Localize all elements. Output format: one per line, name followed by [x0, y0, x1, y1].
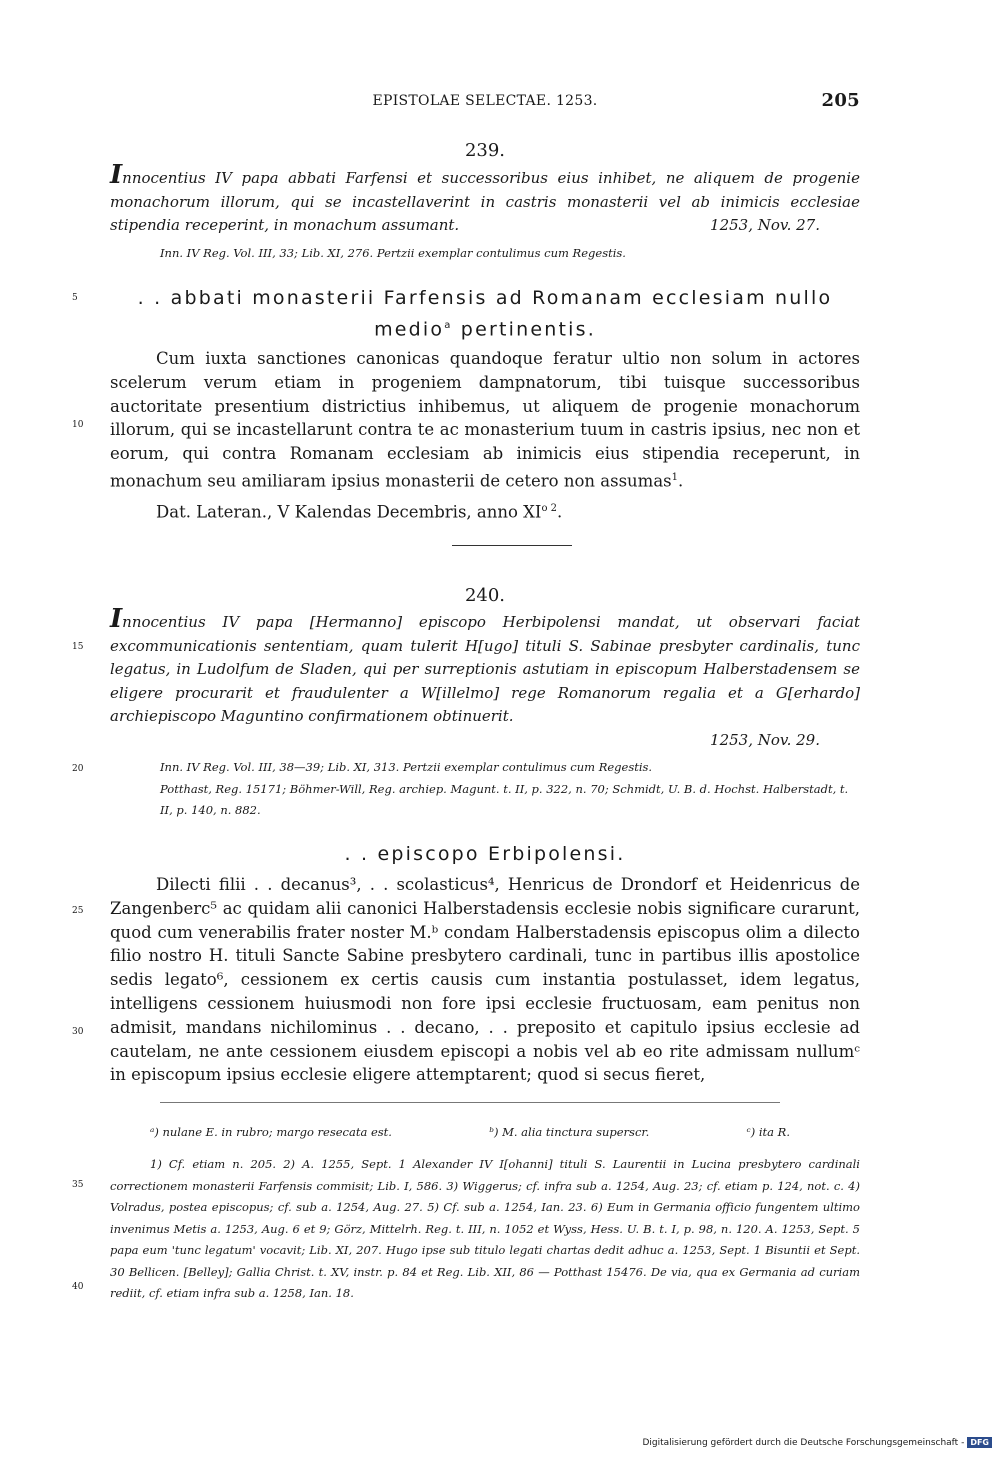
line-number: 25 — [72, 906, 84, 916]
heading-line-2: medio$^a$ pertinentis. — [374, 318, 596, 341]
footnote-rule — [160, 1102, 780, 1103]
critical-apparatus — [110, 1122, 860, 1144]
summary-date-240: 1253, Nov. 29. — [710, 730, 820, 749]
source-line-239: Inn. IV Reg. Vol. III, 33; Lib. XI, 276. Pertzii exemplar contulimus cum Regestis. — [160, 246, 626, 260]
document-number-239: 239. — [464, 140, 506, 161]
line-number: 15 — [72, 642, 84, 652]
section-divider — [452, 545, 572, 546]
dfg-logo: DFG — [967, 1437, 992, 1448]
dating-clause-239: Dat. Lateran., V Kalendas Decembris, anno $XI^o$ $^2$. — [156, 502, 563, 522]
body-paragraph-240: Dilecti filii . . decanus³, . . scolasticus⁴, Henricus de Drondorf et Heidenricus de Zangenberc⁵ ac quidam alii canonici Halberstadensis ecclesie nobis significare curarunt, quod cum venerabilis frater noster M.ᵇ condam Halberstadensis episcopus olim a dilecto filio nostro H. tituli Sancte Sabine presbytero cardinali, tunc in partibus illis apostolice sedis legato⁶, cessionem ex certis causis cum instantia postulasset, idem legatus, intelligens cessionem huiusmodi non fore ipsi ecclesie fructuosam, eam penitus non admisit, mandans nichilominus . . decano, . . preposito et capitulo ipsius ecclesie ad cautelam, ne ante cessionem eiusdem episcopi a nobis vel ab eo rite admissam nullumᶜ in episcopum ipsius ecclesie eligere attemptarent; quod si secus fieret, — [110, 875, 860, 1085]
heading-line-1: . . abbati monasterii Farfensis ad Romanam ecclesiam nullo — [137, 287, 833, 309]
source-239 — [110, 243, 860, 265]
body-paragraph-239: Cum iuxta sanctiones canonicas quandoque feratur ultio non solum in actores scelerum verum etiam in progeniem dampnatorum, tibi tuisque successoribus auctoritate presentium districtius inhibemus, ut aliquem de progenie monachorum illorum, qui se incastellarunt contra te ac monasterium tuum in castris ipsius, nec non et eorum, qui contra Romanam ecclesiam ab inimicis eius stipendia receperunt, in monachum seu amiliaram ipsius monasterii de cetero non assumas$^1$. — [110, 349, 860, 491]
running-title: EPISTOLAE SELECTAE. 1253. — [372, 93, 598, 109]
line-number: 35 — [72, 1180, 84, 1190]
footnotes — [110, 1154, 860, 1305]
line-number: 30 — [72, 1027, 84, 1037]
summary-239 — [110, 160, 860, 238]
critical-notes — [110, 1122, 860, 1144]
source-line-240-a: Inn. IV Reg. Vol. III, 38—39; Lib. XI, 313. Pertzii exemplar contulimus cum Regestis. — [160, 760, 653, 774]
summary-initial-240: I — [110, 604, 123, 634]
summary-text-240: nnocentius IV papa [Hermanno] episcopo Herbipolensi mandat, ut observari faciat excommunicationis sententiam, quam tulerit H[ugo] tituli S. Sabinae presbyter cardinalis, tunc legatus, in Ludolfum de Sladen, qui per surreptionis astutiam in episcopum Halberstadensem se eligere procurarit et fraudulenter a W[illelmo] rege Romanorum regalia et a G[erhardo] archiepiscopo Maguntino confirmationem obtinuerit. — [110, 613, 860, 725]
summary-text-239: nnocentius IV papa abbati Farfensi et successoribus eius inhibet, ne aliquem de progenie monachorum illorum, qui se incastellaverint in castris monasterii vel ab inimicis ecclesiae stipendia receperint, in monachum assumant. — [110, 169, 860, 234]
critical-note-a: ᵃ) nulane E. in rubro; margo resecata est. — [150, 1125, 392, 1139]
line-number: 10 — [72, 420, 84, 430]
address-heading-239 — [110, 284, 860, 343]
line-number: 40 — [72, 1282, 84, 1292]
page-number: 205 — [821, 90, 860, 111]
credit-text: Digitalisierung gefördert durch die Deutsche Forschungsgemeinschaft - — [642, 1437, 965, 1448]
critical-note-b: ᵇ) M. alia tinctura superscr. — [489, 1125, 650, 1139]
summary-240 — [110, 604, 860, 752]
critical-note-c: ᶜ) ita R. — [746, 1125, 790, 1139]
body-text-240 — [110, 873, 860, 1087]
summary-initial-239: I — [110, 160, 123, 190]
document-number-240: 240. — [464, 585, 506, 606]
digitization-credit — [642, 1437, 992, 1448]
source-line-240-b: Potthast, Reg. 15171; Böhmer-Will, Reg. archiep. Magunt. t. II, p. 322, n. 70; Schmidt, U. B. d. Hochst. Halberstadt, t. II, p. 140, n. 882. — [160, 781, 849, 817]
running-head — [110, 90, 860, 114]
footnote-text: 1) Cf. etiam n. 205. 2) A. 1255, Sept. 1 Alexander IV I[ohanni] tituli S. Laurentii in Lucina presbytero cardinali correctionem monasterii Farfensis commisit; Lib. I, 586. 3) Wiggerus; cf. infra sub a. 1254, Aug. 23; cf. etiam p. 124, not. c. 4) Volradus, postea episcopus; cf. sub a. 1254, Aug. 27. 5) Cf. sub a. 1254, Ian. 23. 6) Eum in Germania officio fungentem ultimo invenimus Metis a. 1253, Aug. 6 et 9; Görz, Mittelrh. Reg. t. III, n. 1052 et Wyss, Hess. U. B. t. I, p. 98, n. 120. A. 1253, Sept. 5 papa eum 'tunc legatum' vocavit; Lib. XI, 207. Hugo ipse sub titulo legati chartas dedit adhuc a. 1253, Sept. 1 Bisuntii et Sept. 30 Bellicen. [Belley]; Gallia Christ. t. XV, instr. p. 84 et Reg. Lib. XII, 86 — Potthast 15476. De via, qua ex Germania ad curiam rediit, cf. etiam infra sub a. 1258, Ian. 18. — [110, 1157, 860, 1300]
summary-date-239: 1253, Nov. 27. — [710, 216, 820, 234]
address-heading-240: . . episcopo Erbipolensi. — [344, 843, 626, 865]
source-240 — [110, 757, 860, 822]
line-number: 20 — [72, 764, 84, 774]
body-text-239 — [110, 347, 860, 525]
line-number: 5 — [72, 293, 78, 303]
